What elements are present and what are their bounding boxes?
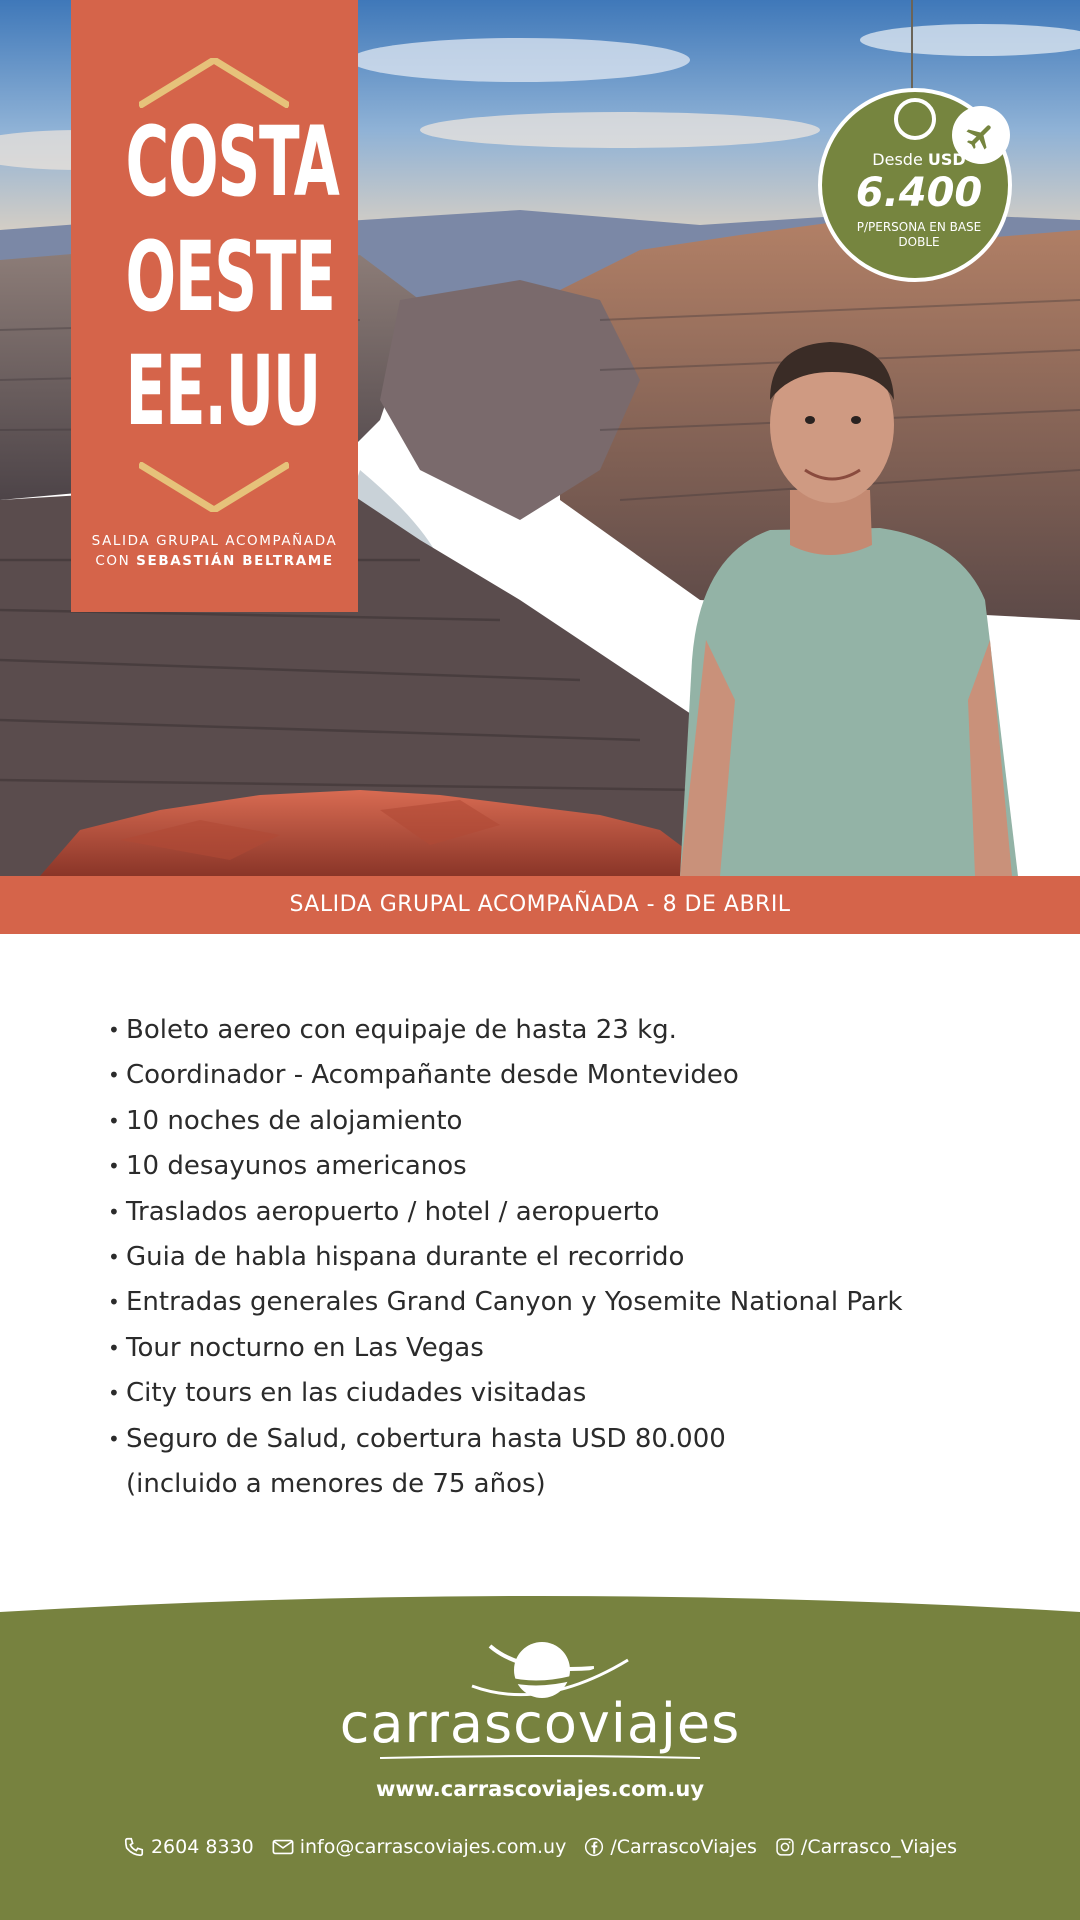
feature-item: • Coordinador - Acompañante desde Montevideo bbox=[108, 1053, 1028, 1098]
email-contact[interactable] bbox=[272, 1836, 567, 1858]
title-line-eeuu: EE.UU bbox=[125, 335, 320, 447]
feature-item-continuation: (incluido a menores de 75 años) bbox=[126, 1469, 546, 1500]
price-from-label: Desde USD bbox=[872, 150, 966, 169]
instagram-contact[interactable] bbox=[775, 1836, 957, 1858]
facebook-icon bbox=[584, 1837, 604, 1857]
guide-name: SEBASTIÁN BELTRAME bbox=[136, 553, 334, 569]
feature-item: • Entradas generales Grand Canyon y Yosemite National Park bbox=[108, 1280, 1028, 1325]
phone-number: 2604 8330 bbox=[150, 1836, 254, 1858]
title-line-costa: COSTA bbox=[125, 106, 339, 218]
tag-hole bbox=[894, 98, 936, 140]
price-badge bbox=[818, 88, 1012, 282]
feature-item: • Seguro de Salud, cobertura hasta USD 80.000 bbox=[108, 1417, 1028, 1462]
chevron-down-icon bbox=[139, 462, 289, 512]
chevron-up-icon bbox=[139, 58, 289, 108]
features-list bbox=[108, 1008, 1028, 1507]
subtitle-line-1: SALIDA GRUPAL ACOMPAÑADA bbox=[91, 533, 338, 549]
feature-item: • Boleto aereo con equipaje de hasta 23 kg. bbox=[108, 1008, 1028, 1053]
contact-bar bbox=[0, 1836, 1080, 1858]
phone-icon bbox=[123, 1836, 145, 1858]
feature-item: • Traslados aeropuerto / hotel / aeropuerto bbox=[108, 1190, 1028, 1235]
facebook-handle: /CarrascoViajes bbox=[610, 1836, 757, 1858]
brand-logo-text: carrascoviajes bbox=[339, 1692, 741, 1755]
instagram-handle: /Carrasco_Viajes bbox=[800, 1836, 958, 1858]
email-address: info@carrascoviajes.com.uy bbox=[299, 1836, 567, 1858]
hero-banner bbox=[0, 0, 1080, 876]
facebook-contact[interactable] bbox=[584, 1836, 757, 1858]
phone-contact[interactable] bbox=[123, 1836, 254, 1858]
subtitle-line-2: CON SEBASTIÁN BELTRAME bbox=[95, 553, 334, 569]
feature-item: • 10 noches de alojamiento bbox=[108, 1099, 1028, 1144]
mail-icon bbox=[272, 1838, 294, 1856]
feature-item: • City tours en las ciudades visitadas bbox=[108, 1371, 1028, 1416]
feature-item: • Guia de habla hispana durante el recorrido bbox=[108, 1235, 1028, 1280]
price-amount: 6.400 bbox=[855, 170, 983, 216]
title-line-oeste: OESTE bbox=[125, 221, 335, 333]
website-link[interactable]: www.carrascoviajes.com.uy bbox=[375, 1777, 705, 1801]
title-panel bbox=[71, 0, 358, 612]
departure-band: SALIDA GRUPAL ACOMPAÑADA - 8 DE ABRIL bbox=[0, 876, 1080, 934]
logo-underline bbox=[380, 1754, 700, 1760]
price-currency: USD bbox=[927, 150, 966, 169]
instagram-icon bbox=[775, 1837, 795, 1857]
price-note: P/PERSONA EN BASE DOBLE bbox=[856, 220, 982, 249]
feature-item: • 10 desayunos americanos bbox=[108, 1144, 1028, 1189]
footer bbox=[0, 1588, 1080, 1920]
feature-item: • Tour nocturno en Las Vegas bbox=[108, 1326, 1028, 1371]
price-tag-string bbox=[911, 0, 913, 96]
